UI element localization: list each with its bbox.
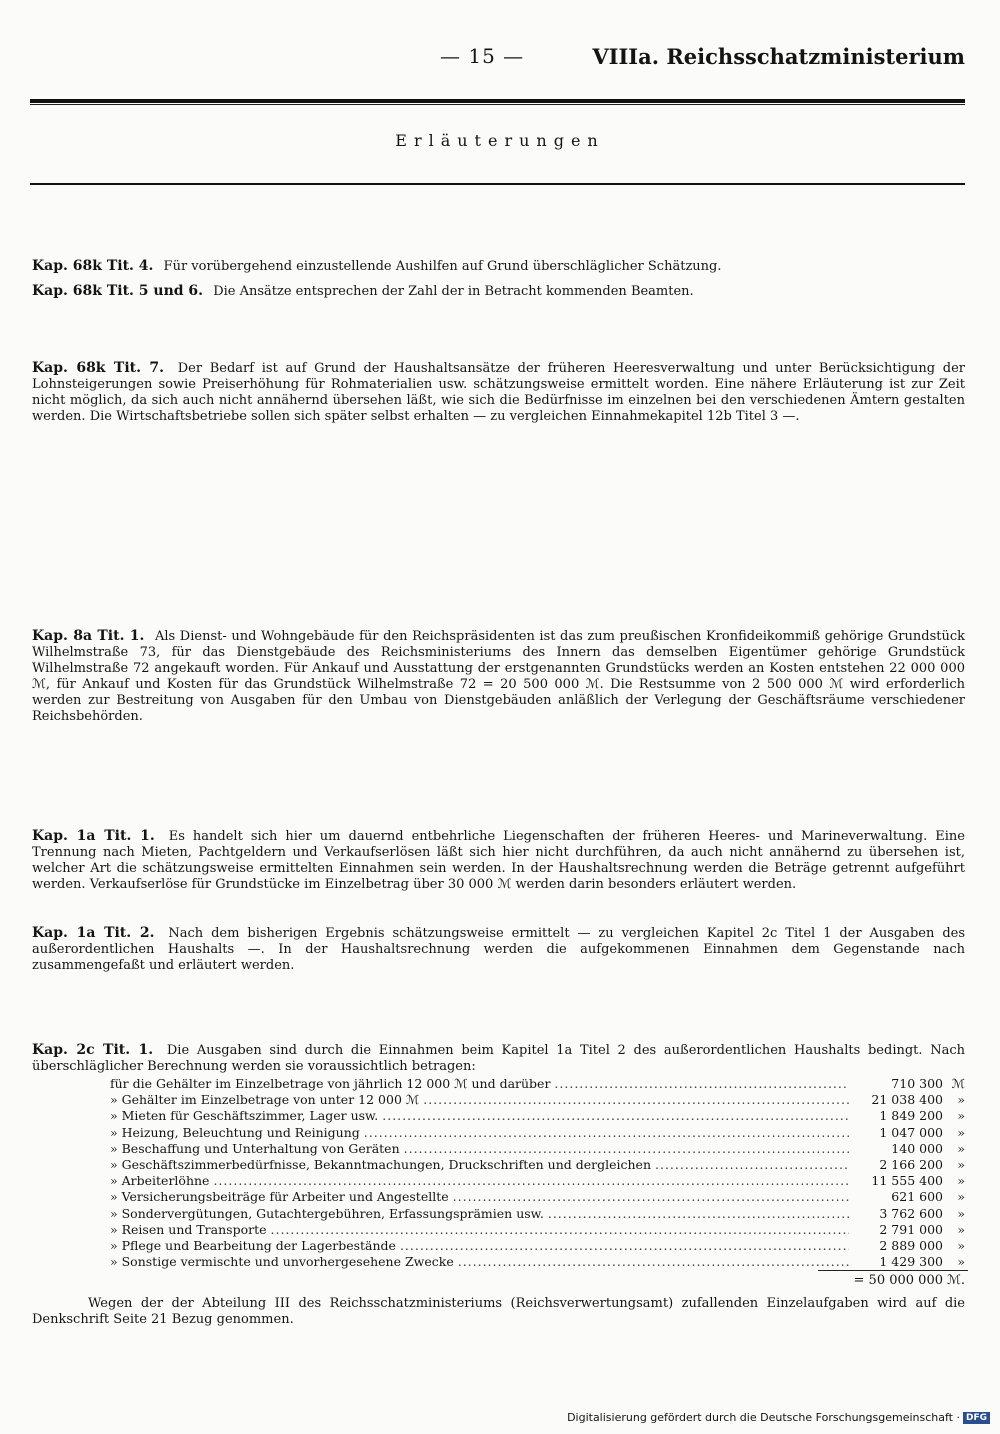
page-header [440, 44, 965, 74]
paragraph-ref: Kap. 2c Tit. 1. [32, 1042, 154, 1058]
leader-dots [554, 1076, 849, 1092]
header-rule [30, 99, 965, 103]
leader-dots [404, 1141, 849, 1157]
paragraph-text: Die Ausgaben sind durch die Einnahmen beim Kapitel 1a Titel 2 des außerordentlichen Haushalts bedingt. Nach überschläglicher Berechnung werden sie voraussichtlich betragen: [32, 1043, 966, 1074]
leader-dots [655, 1157, 849, 1173]
paragraph-text: Der Bedarf ist auf Grund der Haushaltsansätze der früheren Heeresverwaltung und unter Berücksichtigung der Lohnsteigerungen sowie Preiserhöhung für Rohmaterialien usw. schätzungsweise ermittelt worden. Eine nähere Erläuterung ist zur Zeit nicht möglich, da sich auch nicht annähernd übersehen läßt, wie sich die Bedürfnisse im einzelnen bei den verschiedenen Ämtern gestalten werden. Die Wirtschaftsbetriebe sollen sich später selbst erhalten — zu vergleichen Einnahmekapitel 12b Titel 3 —. [32, 361, 966, 424]
paragraph-kap2c-tit1 [32, 1042, 965, 1075]
total-rule [818, 1270, 968, 1271]
row-unit: » [957, 1221, 965, 1237]
row-description: » Reisen und Transporte [110, 1221, 267, 1237]
paragraph-ref: Kap. 8a Tit. 1. [32, 628, 145, 644]
table-row [110, 1206, 965, 1222]
paragraph-text: Als Dienst- und Wohngebäude für den Reichspräsidenten ist das zum preußischen Kronfideikommiß gehörige Grundstück Wilhelmstraße 73, für das Dienstgebäude des Reichsministeriums des Innern das demselben Eigentümer gehörige Grundstück Wilhelmstraße 72 angekauft worden. Für Ankauf und Ausstattung der erstgenannten Grundstücks werden an Kosten entstehen 22 000 000 ℳ, für Ankauf und Kosten für das Grundstück Wilhelmstraße 72 = 20 500 000 ℳ. Die Restsumme von 2 500 000 ℳ wird erforderlich werden zur Bestreitung von Ausgaben für den Umbau von Dienstgebäuden anläßlich der Verlegung der Geschäftsräume verschiedener Reichsbehörden. [32, 629, 965, 724]
header-rule-thin [30, 104, 965, 105]
page-number: — 15 — [440, 44, 525, 68]
row-description: » Gehälter im Einzelbetrage von unter 12 000 ℳ [110, 1092, 420, 1108]
table-row [110, 1222, 965, 1238]
footer-text: Digitalisierung gefördert durch die Deutsche Forschungsgemeinschaft · [567, 1411, 960, 1424]
paragraph-kap1a-tit1 [32, 828, 965, 893]
table-row [110, 1092, 965, 1108]
paragraph-ref: Kap. 1a Tit. 1. [32, 828, 155, 844]
row-unit: » [957, 1124, 965, 1140]
expense-table [110, 1076, 965, 1270]
table-row [110, 1189, 965, 1205]
section-title: Erläuterungen [395, 131, 605, 150]
row-amount: 2 166 200 [879, 1156, 943, 1172]
paragraph-kap68k-tit7 [32, 360, 965, 425]
paragraph-text: Die Ansätze entsprechen der Zahl der in Betracht kommenden Beamten. [213, 284, 694, 299]
dfg-logo: DFG [963, 1412, 990, 1424]
row-amount: 2 889 000 [879, 1237, 943, 1253]
leader-dots [364, 1125, 849, 1141]
leader-dots [271, 1222, 850, 1238]
row-unit: » [957, 1140, 965, 1156]
row-amount: 11 555 400 [871, 1173, 943, 1189]
row-amount: 1 849 200 [879, 1108, 943, 1124]
row-description: für die Gehälter im Einzelbetrage von jährlich 12 000 ℳ und darüber [110, 1076, 551, 1091]
row-amount: 621 600 [891, 1189, 943, 1205]
row-description: » Versicherungsbeiträge für Arbeiter und Angestellte [110, 1189, 449, 1205]
paragraph-kap1a-tit2 [32, 925, 965, 974]
row-description: » Pflege und Bearbeitung der Lagerbestände [110, 1237, 396, 1253]
row-description: » Beschaffung und Unterhaltung von Geräten [110, 1140, 400, 1156]
footer-credit [567, 1411, 990, 1424]
paragraph-ref: Kap. 1a Tit. 2. [32, 925, 155, 941]
leader-dots [382, 1108, 849, 1124]
paragraph-ref: Kap. 68k Tit. 5 und 6. [32, 283, 204, 299]
table-row [110, 1141, 965, 1157]
paragraph-text: Für vorübergehend einzustellende Aushilfen auf Grund überschläglicher Schätzung. [163, 259, 722, 274]
leader-dots [423, 1092, 849, 1108]
row-amount: 710 300 [891, 1076, 943, 1091]
table-row [110, 1254, 965, 1270]
section-rule [30, 183, 965, 185]
paragraph-ref: Kap. 68k Tit. 4. [32, 258, 154, 274]
row-description: » Arbeiterlöhne [110, 1173, 210, 1189]
running-title: VIIIa. Reichsschatzministerium [592, 44, 965, 69]
row-amount: 140 000 [891, 1140, 943, 1156]
table-total [820, 1273, 965, 1288]
leader-dots [453, 1189, 849, 1205]
closing-paragraph: Wegen der der Abteilung III des Reichsschatzministeriums (Reichsverwertungsamt) zufallenden Einzelaufgaben wird auf die Denkschrift Seite 21 Bezug genommen. [32, 1296, 965, 1327]
paragraph-kap68k-tit5-6 [32, 283, 965, 300]
table-row [110, 1108, 965, 1124]
leader-dots [548, 1206, 849, 1222]
paragraph-text: Nach dem bisherigen Ergebnis schätzungsweise ermittelt — zu vergleichen Kapitel 2c Titel 1 der Ausgaben des außerordentlichen Haushalts —. In der Haushaltsrechnung werden die aufgekommenen Einnahmen dem Gegenstande nach zusammengefaßt und erläutert werden. [32, 926, 966, 973]
total-unit: ℳ. [946, 1273, 965, 1288]
row-amount: 2 791 000 [879, 1221, 943, 1237]
table-row [110, 1173, 965, 1189]
leader-dots [213, 1173, 849, 1189]
row-unit: » [957, 1205, 965, 1221]
row-amount: 3 762 600 [879, 1205, 943, 1221]
row-unit: » [957, 1108, 965, 1124]
total-amount: = 50 000 000 [853, 1273, 943, 1288]
row-unit: » [957, 1092, 965, 1108]
row-unit: » [957, 1254, 965, 1270]
table-row [110, 1157, 965, 1173]
paragraph-ref: Kap. 68k Tit. 7. [32, 360, 165, 376]
row-amount: 1 047 000 [879, 1124, 943, 1140]
table-row [110, 1238, 965, 1254]
row-unit: » [957, 1173, 965, 1189]
table-row [110, 1076, 965, 1092]
row-unit: » [957, 1156, 965, 1172]
row-description: » Sonstige vermischte und unvorhergesehene Zwecke [110, 1254, 454, 1270]
row-amount: 21 038 400 [871, 1092, 943, 1108]
row-amount: 1 429 300 [879, 1254, 943, 1270]
leader-dots [458, 1254, 849, 1270]
row-description: » Sondervergütungen, Gutachtergebühren, Erfassungsprämien usw. [110, 1205, 544, 1221]
paragraph-text: Es handelt sich hier um dauernd entbehrliche Liegenschaften der früheren Heeres- und Marineverwaltung. Eine Trennung nach Mieten, Pachtgeldern und Verkaufserlösen läßt sich hier nicht durchführen, da auch nicht annähernd zu übersehen ist, welcher Art die schätzungsweise ermittelten Einnahmen sein werden. In der Haushaltsrechnung werden die Beträge getrennt aufgeführt werden. Verkaufserlöse für Grundstücke im Einzelbetrag über 30 000 ℳ werden darin besonders erläutert werden. [32, 829, 965, 892]
row-unit: » [957, 1237, 965, 1253]
table-row [110, 1125, 965, 1141]
row-description: » Mieten für Geschäftszimmer, Lager usw. [110, 1108, 379, 1124]
row-unit: ℳ [951, 1076, 965, 1091]
leader-dots [400, 1238, 849, 1254]
row-unit: » [957, 1189, 965, 1205]
paragraph-kap68k-tit4 [32, 258, 965, 275]
row-description: » Heizung, Beleuchtung und Reinigung [110, 1124, 360, 1140]
row-description: » Geschäftszimmerbedürfnisse, Bekanntmachungen, Druckschriften und dergleichen [110, 1156, 651, 1172]
paragraph-kap8a-tit1 [32, 628, 965, 725]
